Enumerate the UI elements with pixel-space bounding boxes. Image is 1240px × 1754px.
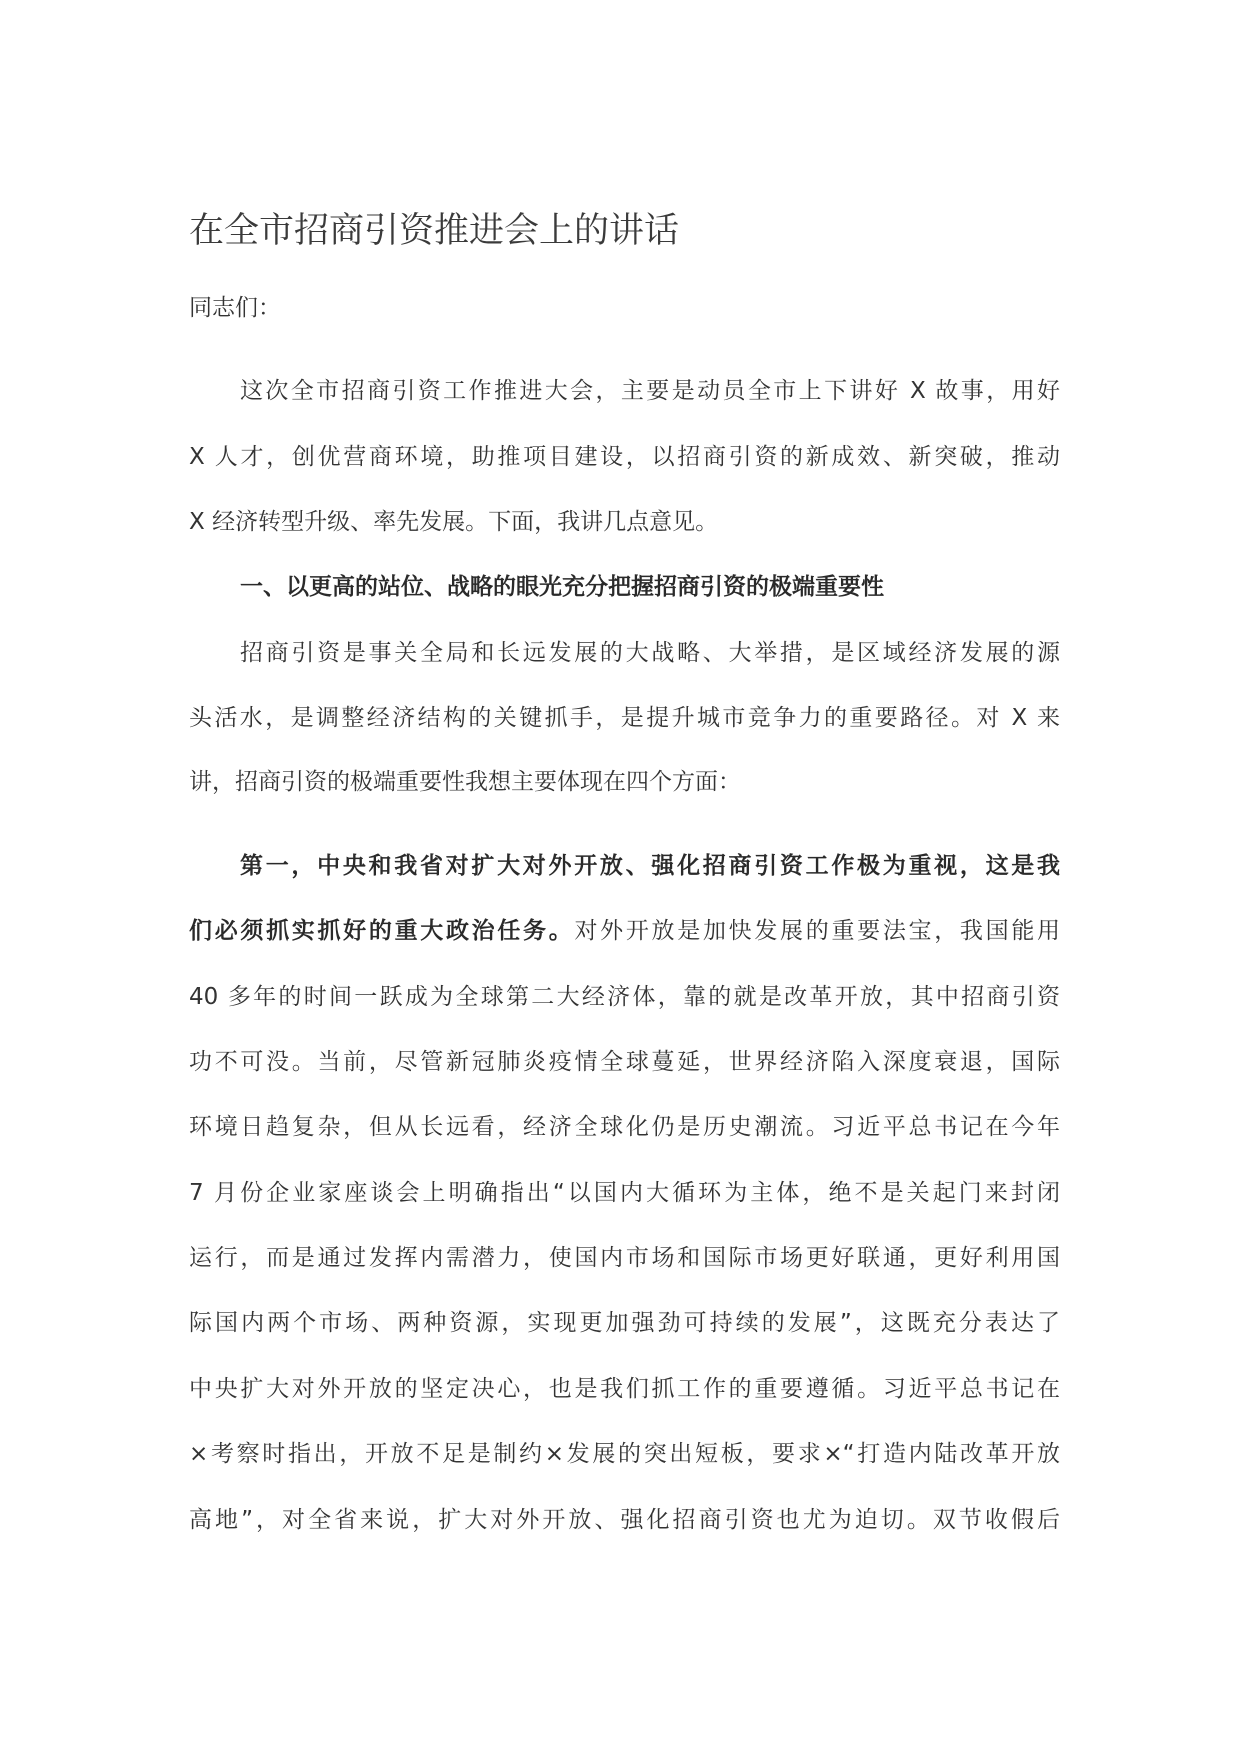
paragraph-line: ×考察时指出，开放不足是制约×发展的突出短板，要求×“打造内陆改革开放 xyxy=(189,1441,1060,1467)
body-text: 对外开放是加快发展的重要法宝，我国能用 xyxy=(574,918,1061,944)
paragraph-line: X 人才，创优营商环境，助推项目建设，以招商引资的新成效、新突破，推动 xyxy=(189,444,1060,470)
paragraph-line: X 经济转型升级、率先发展。下面，我讲几点意见。 xyxy=(189,509,719,535)
paragraph-line: 这次全市招商引资工作推进大会，主要是动员全市上下讲好 X 故事，用好 xyxy=(240,378,1060,404)
paragraph-line: 高地”，对全省来说，扩大对外开放、强化招商引资也尤为迫切。双节收假后 xyxy=(189,1507,1060,1533)
paragraph-line xyxy=(189,916,1060,946)
paragraph-line: 7 月份企业家座谈会上明确指出“以国内大循环为主体，绝不是关起门来封闭 xyxy=(189,1180,1060,1206)
salutation: 同志们： xyxy=(189,295,281,321)
paragraph-line: 际国内两个市场、两种资源，实现更加强劲可持续的发展”，这既充分表达了 xyxy=(189,1310,1060,1336)
paragraph-line: 40 多年的时间一跃成为全球第二大经济体，靠的就是改革开放，其中招商引资 xyxy=(189,984,1060,1010)
section-heading: 一、以更高的站位、战略的眼光充分把握招商引资的极端重要性 xyxy=(240,574,884,600)
paragraph-line: 招商引资是事关全局和长远发展的大战略、大举措，是区域经济发展的源 xyxy=(240,640,1060,666)
paragraph-line: 讲，招商引资的极端重要性我想主要体现在四个方面： xyxy=(189,769,741,795)
bold-lead-text: 们必须抓实抓好的重大政治任务。 xyxy=(189,918,575,944)
paragraph-line: 运行，而是通过发挥内需潜力，使国内市场和国际市场更好联通，更好利用国 xyxy=(189,1245,1060,1271)
bold-lead-line: 第一，中央和我省对扩大对外开放、强化招商引资工作极为重视，这是我 xyxy=(240,853,1060,879)
paragraph-line: 中央扩大对外开放的坚定决心，也是我们抓工作的重要遵循。习近平总书记在 xyxy=(189,1376,1060,1402)
paragraph-line: 头活水，是调整经济结构的关键抓手，是提升城市竞争力的重要路径。对 X 来 xyxy=(189,705,1060,731)
document-title: 在全市招商引资推进会上的讲话 xyxy=(189,211,680,251)
paragraph-line: 环境日趋复杂，但从长远看，经济全球化仍是历史潮流。习近平总书记在今年 xyxy=(189,1114,1060,1140)
paragraph-line: 功不可没。当前，尽管新冠肺炎疫情全球蔓延，世界经济陷入深度衰退，国际 xyxy=(189,1049,1060,1075)
